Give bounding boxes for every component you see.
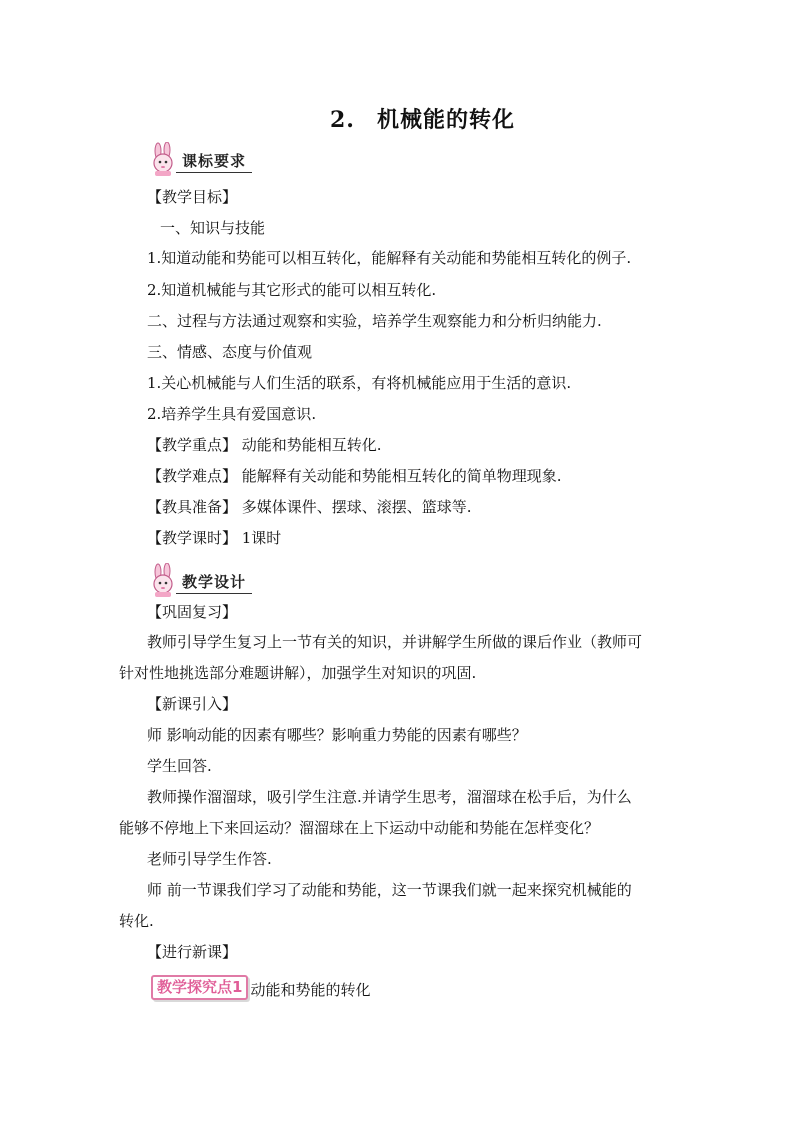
text-line: 1.知道动能和势能可以相互转化，能解释有关动能和势能相互转化的例子.	[147, 249, 632, 267]
text-line: 三、情感、态度与价值观	[147, 343, 313, 361]
explore-badge: 教学探究点1	[151, 975, 248, 1000]
difficulty-line: 【教学难点】 能解释有关动能和势能相互转化的简单物理现象.	[147, 467, 562, 485]
text-line: 2.培养学生具有爱国意识.	[147, 405, 317, 423]
text-line: 能够不停地上下来回运动？溜溜球在上下运动中动能和势能在怎样变化？	[119, 819, 600, 837]
explore-point	[151, 976, 370, 1000]
class-hours-line: 【教学课时】 1课时	[147, 529, 282, 547]
explore-title: 动能和势能的转化	[250, 981, 371, 999]
text-line: 老师引导学生作答.	[147, 850, 272, 868]
text-line: 师 影响动能的因素有哪些？影响重力势能的因素有哪些？	[147, 726, 527, 744]
text-line: 针对性地挑选部分难题讲解），加强学生对知识的巩固.	[119, 664, 477, 682]
objectives-heading: 【教学目标】	[147, 188, 238, 206]
text-line: 一、知识与技能	[160, 219, 266, 237]
new-lesson-heading: 【进行新课】	[147, 943, 238, 961]
materials-line: 【教具准备】 多媒体课件、摆球、滚摆、篮球等.	[147, 498, 472, 516]
section-label: 课标要求	[176, 150, 252, 173]
page-title	[330, 103, 515, 134]
text-line: 转化.	[119, 912, 154, 930]
title-number: 2.	[330, 107, 355, 133]
key-point-line: 【教学重点】 动能和势能相互转化.	[147, 436, 382, 454]
text-line: 教师引导学生复习上一节有关的知识，并讲解学生所做的课后作业（教师可	[147, 633, 643, 651]
text-line: 二、过程与方法通过观察和实验，培养学生观察能力和分析归纳能力.	[147, 312, 602, 330]
text-line: 学生回答.	[147, 757, 212, 775]
text-line: 1.关心机械能与人们生活的联系，有将机械能应用于生活的意识.	[147, 374, 572, 392]
text-line: 师 前一节课我们学习了动能和势能，这一节课我们就一起来探究机械能的	[147, 881, 632, 899]
review-heading: 【巩固复习】	[147, 603, 238, 621]
text-line: 2.知道机械能与其它形式的能可以相互转化.	[147, 281, 437, 299]
section-label: 教学设计	[176, 571, 252, 594]
title-text: 机械能的转化	[376, 107, 515, 133]
text-line: 教师操作溜溜球，吸引学生注意.并请学生思考，溜溜球在松手后，为什么	[147, 788, 632, 806]
intro-heading: 【新课引入】	[147, 695, 238, 713]
